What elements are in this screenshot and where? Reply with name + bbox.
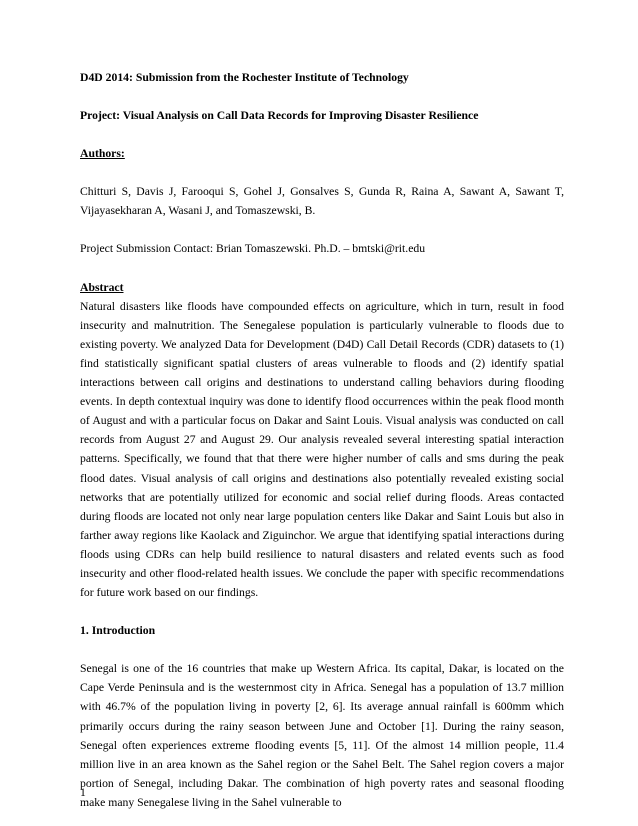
project-title: Project: Visual Analysis on Call Data Records for Improving Disaster Resilience [80,109,479,123]
paper-title: D4D 2014: Submission from the Rochester Institute of Technology [80,71,409,84]
introduction-heading: 1. Introduction [80,624,156,638]
paper-page [80,68,564,812]
contact-line: Project Submission Contact: Brian Tomaszewski. Ph.D. – bmtski@rit.edu [80,242,426,256]
page-number: 1 [80,786,86,799]
abstract-body: Natural disasters like floods have compounded effects on agriculture, which in turn, result in food insecurity and malnutrition. The Senegalese population is particularly vulnerable to floods due to existing poverty. We analyzed Data for Development (D4D) Call Detail Records (CDR) datasets to (1) find statistically significant spatial clusters of areas vulnerable to floods and (2) identify spatial interactions between call origins and destinations to understand calling behaviors during flooding events. In depth contextual inquiry was done to identify flood occurrences within the peak flood month of August and with a particular focus on Dakar and Saint Louis. Visual analysis was conducted on call records from August 27 and August 29. Our analysis revealed several interesting spatial interaction patterns. Specifically, we found that that there were higher number of calls and sms during the peak flood dates. Visual analysis of call origins and destinations also potentially revealed existing social networks that are potentially utilized for economic and social relief during floods. Areas contacted during floods are located not only near large population centers like Dakar and Saint Louis but also in farther away regions like Kaolack and Ziguinchor. We argue that identifying spatial interactions during floods using CDRs can help build resilience to natural disasters and related events such as food insecurity and other flood-related health issues. We conclude the paper with specific recommendations for future work based on our findings. [80,299,564,600]
author-list: Chitturi S, Davis J, Farooqui S, Gohel J, Gonsalves S, Gunda R, Raina A, Sawant A, Sawant T, Vijayasekharan A, Wasani J, and Tomaszewski, B. [80,185,564,218]
abstract-heading: Abstract [80,280,124,294]
authors-heading: Authors: [80,147,125,161]
introduction-body: Senegal is one of the 16 countries that make up Western Africa. Its capital, Dakar, is located on the Cape Verde Peninsula and is the westernmost city in Africa. Senegal has a population of 13.7 million with 46.7% of the population living in poverty [2, 6]. Its average annual rainfall is 600mm which primarily occurs during the rainy season between June and October [1]. During the rainy season, Senegal often experiences extreme flooding events [5, 11]. Of the almost 14 million people, 11.4 million live in an area known as the Sahel region or the Sahel Belt. The Sahel region covers a major portion of Senegal, including Dakar. The combination of high poverty rates and seasonal flooding make many Senegalese living in the Sahel vulnerable to [80,662,564,809]
